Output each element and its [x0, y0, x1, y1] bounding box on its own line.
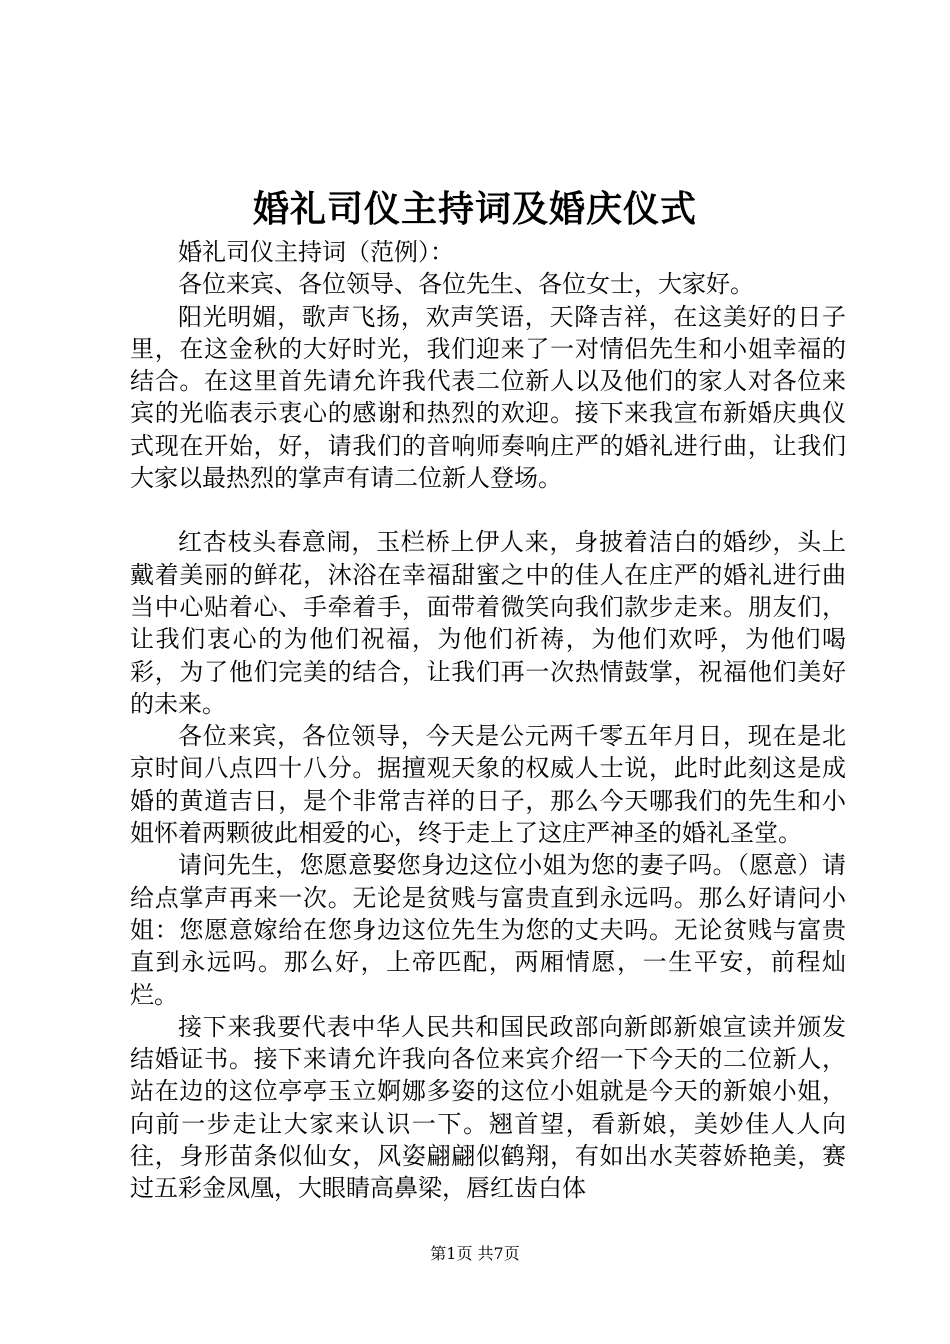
paragraph-certificate: 接下来我要代表中华人民共和国民政部向新郎新娘宣读并颁发结婚证书。接下来请允许我向各位来宾介绍一下今天的二位新人，站在边的这位亭亭玉立婀娜多姿的这位小姐就是今天的新娘小姐，向前一步走让大家来认识一下。翘首望，看新娘，美妙佳人人向往，身形苗条似仙女，风姿翩翩似鹤翔，有如出水芙蓉娇艳美，赛过五彩金凤凰，大眼睛高鼻梁，唇红齿白体: [130, 1012, 846, 1203]
document-title: 婚礼司仪主持词及婚庆仪式: [252, 188, 697, 230]
paragraph-greeting: 各位来宾、各位领导、各位先生、各位女士，大家好。: [178, 270, 754, 299]
paragraph-date: 各位来宾，各位领导，今天是公元两千零五年月日，现在是北京时间八点四十八分。据擅观天象的权威人士说，此时此刻这是成婚的黄道吉日，是个非常吉祥的日子，那么今天哪我们的先生和小姐怀着两颗彼此相爱的心，终于走上了这庄严神圣的婚礼圣堂。: [130, 722, 846, 848]
paragraph-vows: 请问先生，您愿意娶您身边这位小姐为您的妻子吗。（愿意）请给点掌声再来一次。无论是贫贱与富贵直到永远吗。那么好请问小姐：您愿意嫁给在您身边这位先生为您的丈夫吗。无论贫贱与富贵直到永远吗。那么好，上帝匹配，两厢情愿，一生平安，前程灿烂。: [130, 851, 846, 1009]
document-body: [130, 236, 846, 1205]
paragraph-entrance: 红杏枝头春意闹，玉栏桥上伊人来，身披着洁白的婚纱，头上戴着美丽的鲜花，沐浴在幸福甜蜜之中的佳人在庄严的婚礼进行曲当中心贴着心、手牵着手，面带着微笑向我们款步走来。朋友们，让我们衷心的为他们祝福，为他们祈祷，为他们欢呼，为他们喝彩，为了他们完美的结合，让我们再一次热情鼓掌，祝福他们美好的未来。: [130, 528, 846, 718]
paragraph-opening: 阳光明媚，歌声飞扬，欢声笑语，天降吉祥，在这美好的日子里，在这金秋的大好时光，我们迎来了一对情侣先生和小姐幸福的结合。在这里首先请允许我代表二位新人以及他们的家人对各位来宾的光临表示衷心的感谢和热烈的欢迎。接下来我宣布新婚庆典仪式现在开始，好，请我们的音响师奏响庄严的婚礼进行曲，让我们大家以最热烈的掌声有请二位新人登场。: [130, 302, 846, 493]
paragraph-gap: [130, 494, 846, 526]
page-footer: 第1页 共7页: [430, 1244, 520, 1263]
paragraph-heading: 婚礼司仪主持词（范例）：: [178, 238, 454, 266]
